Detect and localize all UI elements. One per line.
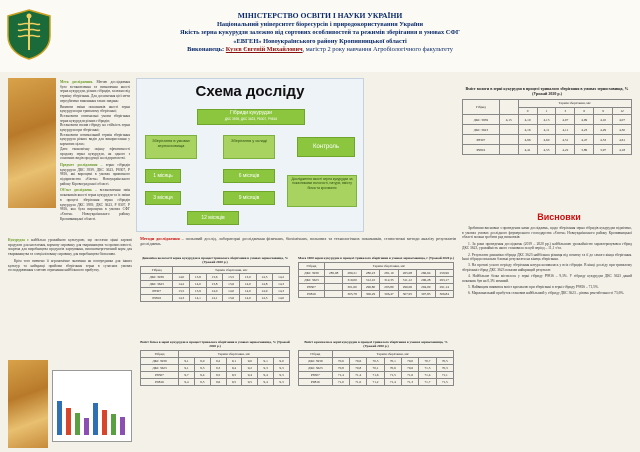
table-cell: 4,11 <box>556 125 575 135</box>
subject-paragraph <box>60 188 130 221</box>
table-cell: 71,4 <box>350 372 367 379</box>
table-row <box>299 284 454 291</box>
table-cell: ДКС 3623 <box>299 365 333 372</box>
table-cell: 9,5 <box>210 372 226 379</box>
intro-label: Мета дослідження. <box>60 80 94 84</box>
conclusion-item: 5. Найвищим виявився вміст крохмалю при зберіганні в зерні гібриду Р9816 – 71,5%. <box>468 285 599 290</box>
table-cell: 4,41 <box>518 145 537 155</box>
table-row <box>299 277 454 284</box>
table-cell: 14,1 <box>206 295 223 302</box>
table-cell: 71,5 <box>384 372 401 379</box>
table-cell: 9,3 <box>274 372 290 379</box>
table-cell: 70,5 <box>367 358 384 365</box>
table-cell: 4,22 <box>556 145 575 155</box>
table-header: Гібрид <box>141 267 173 274</box>
poster-header <box>60 12 580 55</box>
table-row <box>463 115 632 125</box>
table-cell: Р9816 <box>141 379 179 386</box>
table-row <box>141 372 290 379</box>
table-cell: 71,4 <box>332 372 349 379</box>
author-line <box>60 46 580 55</box>
table-cell: 70,6 <box>332 358 349 365</box>
table-cell: 9,5 <box>242 379 258 386</box>
table-cell: 14,0 <box>223 288 240 295</box>
table-cell: 70,5 <box>436 358 453 365</box>
table-cell: 3,97 <box>594 145 613 155</box>
table-cell: Р9816 <box>299 291 325 298</box>
table-cell: 310,00 <box>343 277 361 284</box>
table-cell: 4,10 <box>594 115 613 125</box>
chart-bar <box>84 418 89 435</box>
table-cell: 70,6 <box>384 365 401 372</box>
conclusions-intro: Зробивши висновки з проведених нами досліджень, щодо зберігання зерна гібридів кукурудзи відмічено, в умовах умовах дослідного фермерського господарства «Євген» Новоукраїнського району Кропивницької області можна зробити ряд висновків: <box>462 226 632 240</box>
table-row <box>299 365 454 372</box>
table-header: Гібрид <box>299 351 333 358</box>
subject-text: встановлення змін показників якості зерна кукурудзи та їх зміни в процесі зберігання зерна гібридів кукурудзи ДКС 3939, ДКС 3623, Р 8307, Р 9816, яка була вирощена в умовах СФГ «Євген» Новоукраїнського району Кропивницької області. <box>60 188 130 221</box>
table-caption: Динаміка вологості зерна кукурудзи в процесі тривалого зберігання в умовах зерносховища, % (Урожай 2020 р.) <box>141 256 289 265</box>
table-cell: 9,1 <box>179 365 195 372</box>
table-cell: 9,3 <box>258 365 274 372</box>
table-header: Гібрид <box>463 100 500 115</box>
table-cell: 9,0 <box>242 358 258 365</box>
table-cell: 4,61 <box>613 135 632 145</box>
table-caption: Вміст вологи в зерні кукурудзи в процесі тривалого зберігання в умовах зерносховища, % (Урожай 2020 р.) <box>465 86 629 96</box>
table-row <box>299 372 454 379</box>
control-box: Контроль <box>297 137 355 157</box>
table-cell: 9,0 <box>194 358 210 365</box>
scheme-title: Схема досліду <box>195 83 305 100</box>
table-cell: 4,10 <box>518 115 537 125</box>
table-cell: 14,5 <box>256 295 273 302</box>
table-cell: 6 <box>575 107 594 115</box>
table-cell: 71,1 <box>436 372 453 379</box>
table-cell: 9,3 <box>210 365 226 372</box>
chart-bar <box>66 408 71 435</box>
subject-label: Об'єкт досліджень – <box>60 188 97 193</box>
table-header: Гібрид <box>141 351 179 358</box>
starch-table <box>298 350 454 386</box>
table-cell: 9,4 <box>258 379 274 386</box>
table-cell: 9,3 <box>194 365 210 372</box>
table-row <box>299 270 454 277</box>
starch-table-block <box>298 340 454 386</box>
table-cell: 293,17 <box>435 277 453 284</box>
experiment-scheme <box>136 78 364 232</box>
table-cell: 4,60 <box>537 135 556 145</box>
table-cell: 9,5 <box>226 372 242 379</box>
methods-label: Методи дослідження <box>140 236 180 241</box>
ministry-title: МІНІСТЕРСТВО ОСВІТИ І НАУКИ УКРАЇНИ <box>237 11 403 20</box>
importance-text-2: Крім того вивчено її агрономічне значення як попередника для інших культур та найкращі прийоми зберігання зерна в сучасних умовах господарювання з метою отримання найбільшого прибутку. <box>8 258 132 273</box>
table-row <box>299 291 454 298</box>
table-cell: ДКС 3939 <box>299 270 325 277</box>
corn-cobs-photo <box>8 78 56 208</box>
month-box: 12 місяців <box>187 211 239 225</box>
table-cell: 9,1 <box>258 358 274 365</box>
conclusion-item: 6. Маржинальний прибуток становив найбільший у гібриду ДКС 3623 – рівень рентабельності 73,6%. <box>468 291 625 296</box>
table-cell: 71,5 <box>436 379 453 386</box>
table-cell: ДКС 3623 <box>141 365 179 372</box>
table-row <box>141 379 290 386</box>
table-cell: ДКС 3939 <box>141 358 179 365</box>
table-cell: 4,29 <box>594 125 613 135</box>
table-cell: 70,1 <box>367 365 384 372</box>
table-cell: 9,4 <box>179 379 195 386</box>
table-cell: 13,8 <box>190 274 207 281</box>
table-cell: 9 <box>594 107 613 115</box>
importance-text: найбільш урожайною культурою, що постачає цінні харчові продукти для населення, кормову сировину для тваринництва та промисловості, зокрема для виробництва продуктів харчування, високоенергетичний корм для тваринництва та спеціалізовану сировину для виробництва біопалива. <box>8 238 132 257</box>
table-cell: 266,64 <box>417 270 435 277</box>
table-row <box>141 281 290 288</box>
table-cell: 9,4 <box>194 372 210 379</box>
hybrids-box <box>197 109 305 125</box>
table-cell: 296,80 <box>361 284 379 291</box>
object-text: зерно гібридів кукурудзи ДКС 3939, ДКС 3623, Р8307, Р 9816, які вирощені в умовах приватного підприємства «Євген» Новоукраїнського району Кіровоградської області. <box>60 162 130 186</box>
table-cell: 3,89 <box>575 145 594 155</box>
table-cell: 14,0 <box>239 295 256 302</box>
table-cell: Р8307 <box>463 135 500 145</box>
table-cell: 14,0 <box>239 281 256 288</box>
table-row <box>299 379 454 386</box>
chart-bar <box>102 410 107 435</box>
table-cell: Р9816 <box>141 295 173 302</box>
table-cell: 14,2 <box>173 281 190 288</box>
chart-bar <box>57 401 62 435</box>
table-cell: 13,5 <box>173 288 190 295</box>
table-row <box>141 358 290 365</box>
table-cell: 70,6 <box>401 365 418 372</box>
table-cell: 14,8 <box>256 281 273 288</box>
storage-granary-box: Зберігання в умовах зерносховища <box>145 135 197 159</box>
conclusion-item: 1. За роки проведення досліджень (2019 – 2020 рр.) найбільшою урожайністю характеризувався гібрид ДКС 3623, урожайність якого становила за цей період – 11,1 т/га. <box>462 241 632 251</box>
table-cell: 259,96 <box>435 270 453 277</box>
table-cell: 4,53 <box>594 135 613 145</box>
table-cell: ДКС 3939 <box>463 115 500 125</box>
university-crest-icon <box>6 8 52 60</box>
intro-text: Метою дослідження було встановлення та визначення якості зерна кукурудзи, різних гібридів, залежно від терміну зберігання. Для досягнення цієї мети передбачено виконання таких завдань: <box>60 80 130 103</box>
corn-field-photo <box>8 360 48 448</box>
task-item: Встановити оптимальні умови зберігання зерна кукурудзи різних гібридів; <box>60 113 130 123</box>
table-cell: 14,0 <box>273 295 290 302</box>
table-cell: 306,84 <box>435 291 453 298</box>
table-cell: 14,9 <box>256 288 273 295</box>
table-cell: 9,5 <box>194 379 210 386</box>
table-cell: 296,06 <box>398 284 416 291</box>
moisture-table <box>462 99 632 155</box>
table-cell: 13,5 <box>223 274 240 281</box>
table-header <box>499 100 518 115</box>
importance-block <box>8 238 132 273</box>
table-cell: 14,3 <box>273 281 290 288</box>
table-cell: 9,3 <box>274 365 290 372</box>
conclusions-block <box>462 226 632 448</box>
table-header: Термін зберігання, міс <box>332 351 453 358</box>
table-cell: ДКС 3939 <box>141 274 173 281</box>
table-cell: 312,35 <box>380 277 398 284</box>
month-box: 6 місяців <box>223 169 275 183</box>
university-name: Національний університет біоресурсів і природокористування України <box>216 20 424 28</box>
table-cell: 14,0 <box>173 274 190 281</box>
task-item: Дати економічну оцінку ефективності продажу зерна кукурудзи, як одного з основних видів продукції на підприємстві. <box>60 146 130 161</box>
table-cell: 70,1 <box>384 358 401 365</box>
table-cell: 4,11 <box>537 125 556 135</box>
table-cell: 9,2 <box>210 358 226 365</box>
table-cell: 4,16 <box>518 125 537 135</box>
table-header: Термін зберігання, міс <box>518 100 631 108</box>
table-cell: 13,6 <box>223 281 240 288</box>
table-cell <box>324 277 342 284</box>
table-cell: 4,23 <box>575 125 594 135</box>
table-cell: ДКС 3623 <box>141 281 173 288</box>
table-cell: 71,0 <box>350 379 367 386</box>
table-header: Гібрид <box>299 263 325 270</box>
table-row <box>141 365 290 372</box>
table-cell: 71,4 <box>419 372 436 379</box>
table-cell: 4,30 <box>613 125 632 135</box>
protein-table-block <box>140 340 290 386</box>
table-cell: 14,0 <box>239 288 256 295</box>
table-cell: 9,1 <box>179 358 195 365</box>
author-name: Кузєв Євгеній Михайлович <box>225 46 303 54</box>
table-cell: 13,6 <box>223 295 240 302</box>
research-note-box: Дослідження якості зерна кукурудзи за показниками вологості, натури, вмісту білка та крохмалю <box>287 175 357 207</box>
table-cell: 1 <box>537 107 556 115</box>
task-item: Встановити оптимальний термін зберігання кукурудзи різних видів для використання у кормових цілях; <box>60 132 130 147</box>
table-caption: Маса 1000 зерен кукурудзи в процесі тривалого зберігання в умовах зерносховища, г (Урожай 2020 р.) <box>298 256 455 260</box>
table-cell: 311,12 <box>398 277 416 284</box>
table-cell: 4,07 <box>613 115 632 125</box>
table-cell: 307,95 <box>398 291 416 298</box>
object-paragraph <box>60 163 130 187</box>
task-item: Виявити зміни показників якості зерна кукурудзи при тривалому зберіганні; <box>60 104 130 114</box>
table-cell: 13,0 <box>239 274 256 281</box>
table-cell: 71,3 <box>401 379 418 386</box>
table-cell: 13,8 <box>206 281 223 288</box>
protein-table <box>140 350 290 386</box>
table-cell: ДКС 3623 <box>463 125 500 135</box>
table-row <box>463 145 632 155</box>
table-cell: 70,8 <box>332 365 349 372</box>
poster-title: Якість зерна кукурудзи залежно від сортових особливостей та режимів зберігання в умовах СФГ <box>180 29 460 37</box>
table-cell: 70,8 <box>350 365 367 372</box>
hybrids-box-label: Гібриди кукурудзи <box>230 110 272 116</box>
moisture-dynamics-table <box>140 266 290 302</box>
table-cell <box>499 135 518 145</box>
table-cell: 70,7 <box>419 358 436 365</box>
table-cell: 9,4 <box>258 372 274 379</box>
table-cell: ДКС 3939 <box>299 358 333 365</box>
table-cell <box>499 125 518 135</box>
table-cell: 71,5 <box>419 365 436 372</box>
chart-bar <box>111 414 116 435</box>
table-cell: 306,29 <box>361 291 379 298</box>
table-cell: 305,78 <box>343 291 361 298</box>
table-cell: 307,83 <box>417 291 435 298</box>
table-cell: 4,15 <box>499 115 518 125</box>
table-cell: 3 <box>556 107 575 115</box>
table-cell: 14,0 <box>206 288 223 295</box>
month-box: 9 місяців <box>223 191 275 205</box>
table-caption: Вміст крохмалю в зерні кукурудзи в процесі тривалого зберігання в умовах зерносховища, % (Урожай 2020 р.) <box>304 340 448 349</box>
table-cell <box>324 291 342 298</box>
table-cell: 301,60 <box>343 284 361 291</box>
moisture-dynamics-table-block <box>140 256 290 302</box>
object-label: Предмет дослідження – <box>60 162 103 167</box>
table-cell: 14,5 <box>256 274 273 281</box>
table-cell: 71,6 <box>367 372 384 379</box>
conclusion-item: 2. Результати динаміки гібрида ДКС 3623 найбільша різниця від початку та її до самого кінця зберігання. Інші гібриди показали близькі результати на кінець зберігання. <box>462 252 632 262</box>
table-cell <box>324 284 342 291</box>
table-cell: 306,47 <box>380 291 398 298</box>
table-cell: 12 <box>613 107 632 115</box>
table-cell: 265,08 <box>398 270 416 277</box>
table-cell: 70,0 <box>401 358 418 365</box>
table-cell: Р8307 <box>299 372 333 379</box>
table-cell: 14,3 <box>173 295 190 302</box>
table-cell: 4,18 <box>613 145 632 155</box>
table-cell: Р9816 <box>299 379 333 386</box>
importance-label: Кукурудза є <box>8 238 29 242</box>
table-cell: 280,23 <box>361 270 379 277</box>
table-cell: 9,5 <box>226 379 242 386</box>
hybrids-box-list: ДКС 3939, ДКС 3623, Р8307, Р9816 <box>224 117 278 121</box>
table-cell: 71,0 <box>332 379 349 386</box>
table-cell: 71,7 <box>419 379 436 386</box>
table-cell: Р8307 <box>299 284 325 291</box>
table-row <box>299 358 454 365</box>
moisture-bar-chart <box>52 370 132 442</box>
table-header: Термін зберігання, міс <box>173 267 290 274</box>
table-cell: 13,6 <box>206 274 223 281</box>
table-cell: ДКС 3623 <box>299 277 325 284</box>
table-cell: 9,0 <box>274 358 290 365</box>
table-cell: 13,9 <box>190 288 207 295</box>
table-cell: 4,09 <box>575 115 594 125</box>
table-cell: 9,1 <box>226 358 242 365</box>
conclusion-item: 4. Найбільше білка містилось у зерні гібриду Р9816 – 9,3%. У гібриду кукурудзи ДКС 3623 даний показник був на 0,3% менший. <box>462 274 632 284</box>
table-header: Термін зберігання, міс <box>324 263 453 270</box>
table-cell: 281,10 <box>380 270 398 277</box>
table-cell: 280,21 <box>343 270 361 277</box>
intro-block <box>60 80 130 221</box>
table-caption: Вміст білка в зерні кукурудзи в процесі тривалого зберігання в умовах зерносховища, % (Урожай 2020 р.) <box>140 340 290 349</box>
table-cell: 4,96 <box>518 135 537 145</box>
table-cell: 71,2 <box>367 379 384 386</box>
table-header: Термін зберігання, міс <box>179 351 290 358</box>
table-row <box>463 135 632 145</box>
methods-text: – польовий дослід, лабораторні дослідження фізичних, біохімічних, польових та технологічних показників, статистичні методи аналізу результатів досліджень. <box>140 236 456 247</box>
table-cell: 291,14 <box>435 284 453 291</box>
moisture-table-block <box>462 86 632 155</box>
table-cell: 295,80 <box>380 284 398 291</box>
table-cell: 70,3 <box>436 365 453 372</box>
table-row <box>141 295 290 302</box>
table-cell: 14,2 <box>273 274 290 281</box>
table-cell: 4,51 <box>556 135 575 145</box>
table-cell: 4,55 <box>537 145 556 155</box>
month-box: 3 місяця <box>145 191 181 205</box>
table-cell: 9,6 <box>210 379 226 386</box>
conclusions-title: Висновки <box>537 212 581 222</box>
poster-title-location: «ЕВГЕН» Новоукраїнського району Кропивницької області <box>233 37 407 45</box>
author-suffix: , магістр 2 року навчання Агробіологічного факультету <box>302 46 453 54</box>
table-cell: 14,1 <box>190 295 207 302</box>
grain-mass-table-block <box>298 256 454 298</box>
table-cell <box>499 145 518 155</box>
grain-mass-table <box>298 262 454 298</box>
table-cell: 70,6 <box>350 358 367 365</box>
methods-block <box>140 236 456 247</box>
table-cell: 9,7 <box>179 372 195 379</box>
table-cell: 14,0 <box>190 281 207 288</box>
table-cell: 312,10 <box>361 277 379 284</box>
table-cell: 4,47 <box>575 135 594 145</box>
table-row <box>141 288 290 295</box>
author-prefix: Виконавець: <box>187 46 226 54</box>
table-cell: 14,3 <box>273 288 290 295</box>
month-box: 1 місяць <box>145 169 181 183</box>
table-cell: 0 <box>518 107 537 115</box>
table-cell: 9,2 <box>242 365 258 372</box>
table-row <box>141 274 290 281</box>
table-cell: 296,28 <box>417 277 435 284</box>
task-list <box>60 105 130 161</box>
table-cell: 9,4 <box>226 365 242 372</box>
table-cell: 71,4 <box>384 379 401 386</box>
conclusion-item: 3. На протязі усього періоду зберігання натура коливалась у всіх гібридів. В кінці досліду при тривалому зберіганні гібрид ДКС 3623 показав найкращий результат. <box>462 263 632 273</box>
table-cell: 71,6 <box>401 372 418 379</box>
table-cell: Р9816 <box>463 145 500 155</box>
table-cell: 9,3 <box>274 379 290 386</box>
task-item: Встановити вплив гібриду на стійкість зерна кукурудзи при зберіганні; <box>60 123 130 133</box>
table-cell: 285,08 <box>324 270 342 277</box>
chart-bar <box>93 403 98 435</box>
chart-bar <box>120 417 125 435</box>
table-row <box>463 125 632 135</box>
table-cell: 294,09 <box>417 284 435 291</box>
storage-warehouse-box: Зберігання у складі <box>223 135 275 159</box>
table-cell: 9,4 <box>242 372 258 379</box>
table-cell: Р8307 <box>141 372 179 379</box>
table-cell: 4,13 <box>537 115 556 125</box>
table-cell: 4,07 <box>556 115 575 125</box>
chart-bar <box>75 413 80 435</box>
table-cell: Р8307 <box>141 288 173 295</box>
